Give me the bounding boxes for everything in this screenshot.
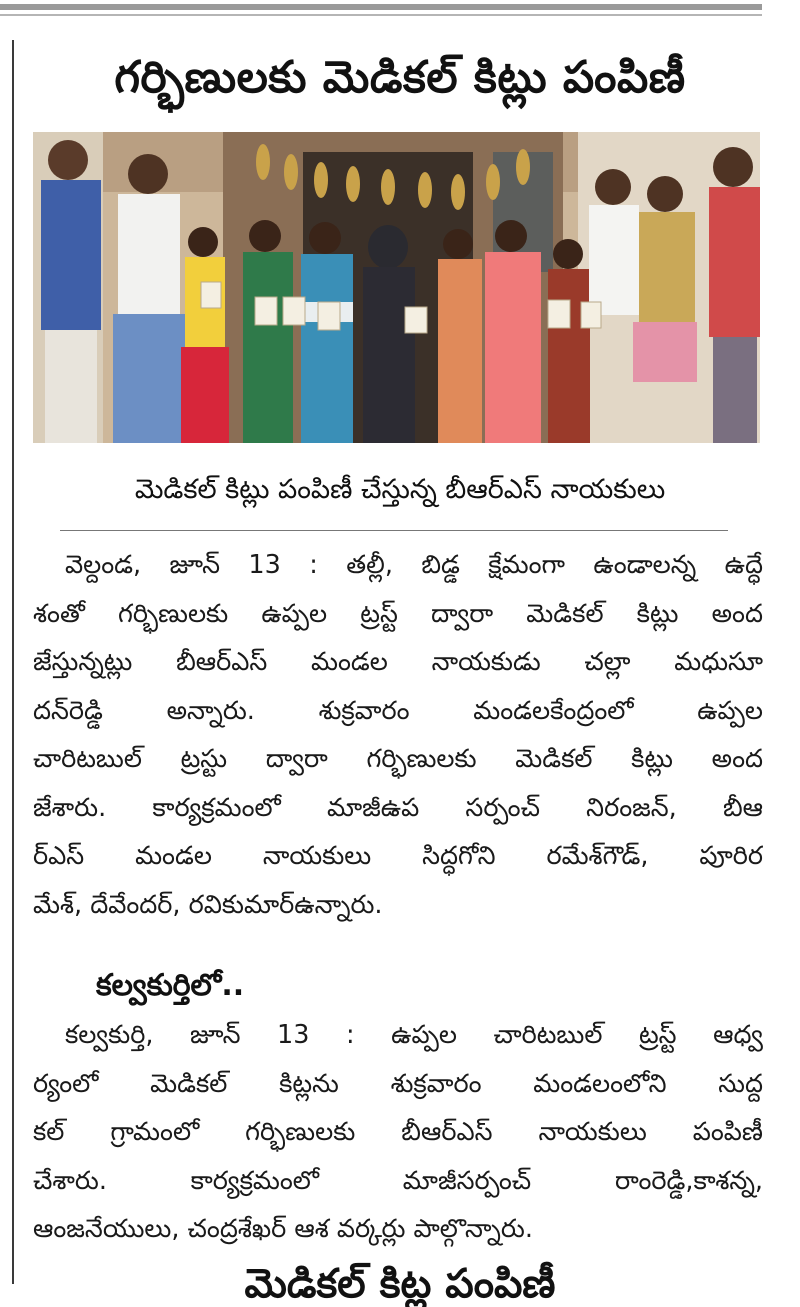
top-rule-thin — [0, 14, 762, 16]
paragraph-line: వెల్దండ, జూన్‌ 13 : తల్లీ, బిడ్డ క్షేమంగా ఉండాలన్న ఉద్ధే — [65, 550, 763, 580]
section-subheading: కల్వకుర్తిలో.. — [96, 968, 245, 1003]
paragraph-line: ఆంజనేయులు, చంద్రశేఖర్‌ ఆశ వర్కర్లు పాల్గొన్నారు. — [33, 1214, 533, 1244]
paragraph-line: మేశ్‌, దేవేందర్‌, రవికుమార్‌ఉన్నారు. — [33, 889, 383, 920]
column-divider — [12, 40, 14, 1284]
paragraph-line: జేస్తున్నట్లు బీఆర్‌ఎస్‌ మండల నాయకుడు చల్లా మధుసూ — [33, 647, 763, 677]
paragraph-line: శంతో గర్భిణులకు ఉప్పల ట్రస్ట్‌ ద్వారా మెడికల్‌ కిట్లు అంద — [33, 598, 763, 629]
paragraph-line: కల్‌ గ్రామంలో గర్భిణులకు బీఆర్‌ఎస్‌ నాయకులు పంపిణీ — [33, 1117, 763, 1147]
group-photo — [33, 132, 760, 443]
paragraph-line: దన్‌రెడ్డి అన్నారు. శుక్రవారం మండలకేంద్రంలో ఉప్పల — [33, 695, 763, 726]
paragraph-kalwakurthy — [33, 1011, 763, 1254]
top-rule-thick — [0, 4, 762, 10]
next-headline-text: మెడికల్‌ కిట్ల పంపిణీ — [244, 1261, 556, 1307]
next-article-headline-cutoff — [30, 1261, 770, 1307]
paragraph-line: ర్‌ఎస్‌ మండల నాయకులు సిద్ధగోని రమేశ్‌గౌడ్‌, పూరిర — [33, 841, 763, 871]
paragraph-line: ర్యంలో మెడికల్‌ కిట్లను శుక్రవారం మండలంలోని సుద్ద — [33, 1068, 763, 1099]
paragraph-line: కల్వకుర్తి, జూన్‌ 13 : ఉప్పల చారిటబుల్‌ ట్రస్ట్‌ ఆధ్వ — [65, 1020, 763, 1050]
paragraph-line: చారిటబుల్‌ ట్రస్టు ద్వారా గర్భిణులకు మెడికల్‌ కిట్లు అంద — [33, 744, 763, 774]
caption-divider — [60, 530, 728, 531]
paragraph-line: చేశారు. కార్యక్రమంలో మాజీసర్పంచ్‌ రాంరెడ్డి,కాశన్న, — [33, 1165, 763, 1196]
photo-caption: మెడికల్‌ కిట్లు పంపిణీ చేస్తున్న బీఆర్‌ఎస్‌ నాయకులు — [134, 474, 666, 505]
paragraph-veldanda — [33, 541, 763, 929]
paragraph-line: జేశారు. కార్యక్రమంలో మాజీఉప సర్పంచ్‌ నిరంజన్‌, బీఆ — [33, 792, 763, 823]
article-headline: గర్భిణులకు మెడికల్‌ కిట్లు పంపిణీ — [114, 52, 686, 103]
